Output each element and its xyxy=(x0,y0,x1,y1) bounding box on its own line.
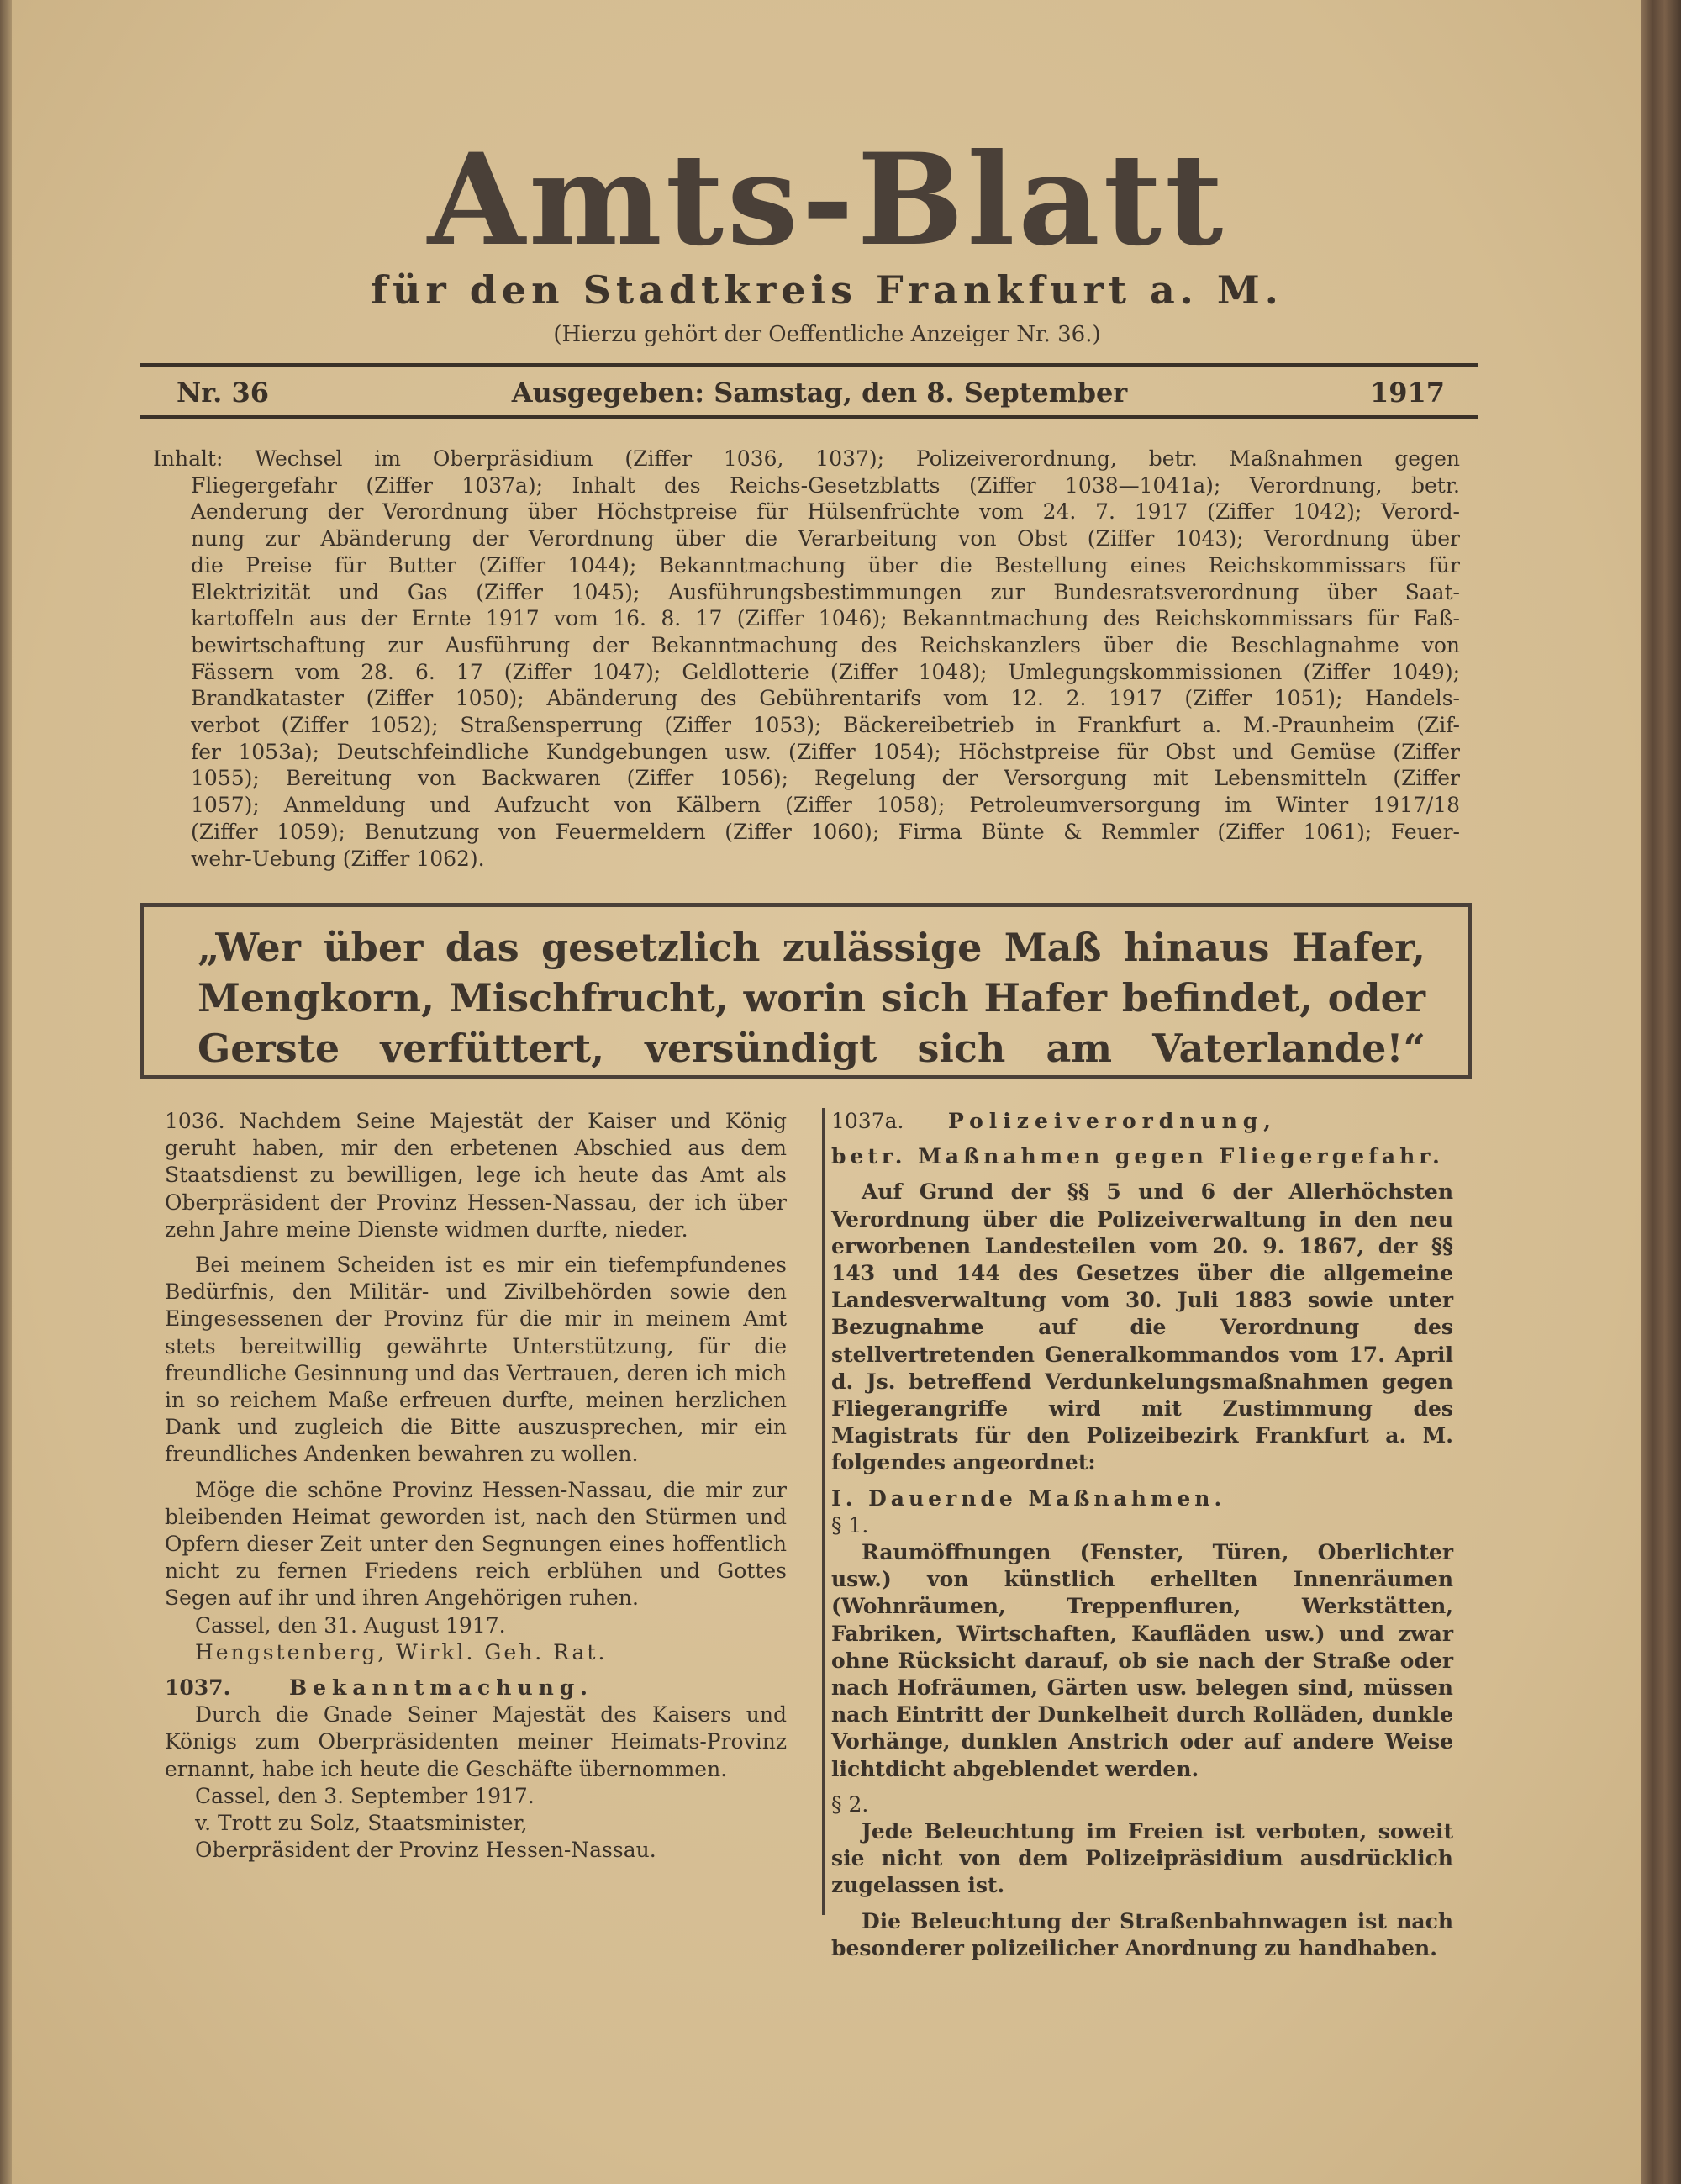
contents-line: wehr-Uebung (Ziffer 1062). xyxy=(191,846,485,871)
contents-line: 1055); Bereitung von Backwaren (Ziffer 1056); Regelung der Versorgung mit Lebensmitteln (Ziffer xyxy=(191,766,1460,791)
contents-line: Fässern vom 28. 6. 17 (Ziffer 1047); Geldlotterie (Ziffer 1048); Umlegungskommissionen (Ziffer 1049); xyxy=(191,659,1460,684)
article-1036-p2: Bei meinem Scheiden ist es mir ein tiefempfundenes Bedürfnis, den Militär- und Zivilbehörden sowie den Eingesessenen der Provinz für die mir in meinem Amt stets bereitwillig gewährte Unterstützung, für die freundliche Gesinnung und das Vertrauen, deren ich mich in so reichem Maße erfreuen durfte, meinen herzlichen Dank und zugleich die Bitte auszusprechen, mir ein freundliches Andenken bewahren zu wollen. xyxy=(165,1253,787,1467)
contents-line: Inhalt: Wechsel im Oberpräsidium (Ziffer 1036, 1037); Polizeiverordnung, betr. Maßnahmen gegen xyxy=(153,446,1460,471)
contents-line: Fliegergefahr (Ziffer 1037a); Inhalt des Reichs-Gesetzblatts (Ziffer 1038—1041a); Verordnung, betr. xyxy=(191,472,1460,498)
quote-line: „Wer über das gesetzlich zulässige Maß hinaus Hafer, xyxy=(198,925,1425,970)
column-divider xyxy=(822,1108,825,1915)
contents-line: Aenderung der Verordnung über Höchstpreise für Hülsenfrüchte vom 24. 7. 1917 (Ziffer 1042); Verord- xyxy=(191,499,1460,525)
contents-line: 1057); Anmeldung und Aufzucht von Kälbern (Ziffer 1058); Petroleumversorgung im Winter 1917/18 xyxy=(191,793,1460,818)
bottom-rule xyxy=(140,415,1478,419)
article-number: 1037. xyxy=(165,1675,231,1701)
right-column xyxy=(831,1108,1453,1962)
contents-line: nung zur Abänderung der Verordnung über die Verarbeitung von Obst (Ziffer 1043); Verordnung über xyxy=(191,526,1460,551)
table-of-contents xyxy=(140,446,1460,872)
contents-line: die Preise für Butter (Ziffer 1044); Bekanntmachung über die Bestellung eines Reichskommissars für xyxy=(191,552,1460,578)
article-1037a-p1: Auf Grund der §§ 5 und 6 der Allerhöchsten Verordnung über die Polizeiverwaltung in den neu erworbenen Landesteilen vom 20. 9. 1867, der §§ 143 und 144 des Gesetzes über die allgemeine Landesverwaltung vom 30. Juli 1883 sowie unter Bezugnahme auf die Verordnung des stellvertretenden Generalkommandos vom 17. April d. Js. betreffend Verdunkelungsmaßnahmen gegen Fliegerangriffe wird mit Zustimmung des Magistrats für den Polizeibezirk Frankfurt a. M. folgendes angeordnet: xyxy=(831,1179,1453,1475)
article-1036-p1: 1036. Nachdem Seine Majestät der Kaiser und König geruht haben, mir den erbetenen Abschied aus dem Staatsdienst zu bewilligen, lege ich heute das Amt als Oberpräsident der Provinz Hessen-Nassau, der ich über zehn Jahre meine Dienste widmen durfte, nieder. xyxy=(165,1109,787,1242)
book-binding-edge xyxy=(1641,0,1681,2184)
contents-line: fer 1053a); Deutschfeindliche Kundgebungen usw. (Ziffer 1054); Höchstpreise für Obst und Gemüse (Ziffer xyxy=(191,739,1460,764)
paragraph-2-heading: § 2. xyxy=(831,1791,869,1817)
article-1037-heading xyxy=(165,1675,787,1701)
contents-line: (Ziffer 1059); Benutzung von Feuermeldern (Ziffer 1060); Firma Bünte & Remmler (Ziffer 1061); Feuer- xyxy=(191,819,1460,844)
article-subtitle: betr. Maßnahmen gegen Fliegergefahr. xyxy=(831,1144,1444,1169)
contents-line: verbot (Ziffer 1052); Straßensperrung (Ziffer 1053); Bäckereibetrieb in Frankfurt a. M.-Praunheim (Zif- xyxy=(191,713,1460,738)
contents-line: kartoffeln aus der Ernte 1917 vom 16. 8. 17 (Ziffer 1046); Bekanntmachung des Reichskommissars für Faß- xyxy=(191,606,1460,631)
article-1037a-heading xyxy=(831,1108,1453,1135)
contents-line: Elektrizität und Gas (Ziffer 1045); Ausführungsbestimmungen zur Bundesratsverordnung über Saat- xyxy=(191,579,1460,604)
paragraph-1-heading: § 1. xyxy=(831,1512,869,1538)
newspaper-page xyxy=(12,0,1642,2184)
issue-year: 1917 xyxy=(1369,377,1445,409)
section-heading: I. Dauernde Maßnahmen. xyxy=(831,1485,1226,1511)
article-1036-signature: Hengstenberg, Wirkl. Geh. Rat. xyxy=(195,1639,608,1664)
article-1037a-p4: Die Beleuchtung der Straßenbahnwagen ist nach besonderer polizeilicher Anordnung zu handhaben. xyxy=(831,1908,1453,1960)
masthead-note: (Hierzu gehört der Oeffentliche Anzeiger Nr. 36.) xyxy=(553,322,1101,347)
article-1037a-p3: Jede Beleuchtung im Freien ist verboten, soweit sie nicht von dem Polizeipräsidium ausdrücklich zugelassen ist. xyxy=(831,1819,1453,1898)
issue-header xyxy=(140,377,1478,409)
top-rule xyxy=(140,363,1478,367)
article-1036-p3: Möge die schöne Provinz Hessen-Nassau, die mir zur bleibenden Heimat geworden ist, nach den Stürmen und Opfern dieser Zeit unter den Segnungen eines hoffentlich nicht zu fernen Friedens reich erblühen und Gottes Segen auf ihr und ihren Angehörigen ruhen. xyxy=(165,1477,787,1611)
issue-date: Ausgegeben: Samstag, den 8. September xyxy=(511,377,1128,409)
article-1037-place: Cassel, den 3. September 1917. xyxy=(195,1783,535,1808)
contents-line: bewirtschaftung zur Ausführung der Bekanntmachung des Reichskanzlers über die Beschlagnahme von xyxy=(191,632,1460,657)
article-title: Polizeiverordnung, xyxy=(947,1109,1277,1133)
article-1037-signature-title: Oberpräsident der Provinz Hessen-Nassau. xyxy=(195,1838,656,1863)
quote-line: Mengkorn, Mischfrucht, worin sich Hafer befindet, oder xyxy=(198,975,1425,1021)
contents-line: Brandkataster (Ziffer 1050); Abänderung des Gebührentarifs vom 12. 2. 1917 (Ziffer 1051); Handels- xyxy=(191,686,1460,711)
left-column xyxy=(165,1108,787,1864)
quote-box xyxy=(140,903,1472,1079)
masthead-title: Amts-Blatt xyxy=(427,126,1227,274)
article-title: Bekanntmachung. xyxy=(288,1675,593,1701)
issue-number: Nr. 36 xyxy=(177,377,269,409)
article-1037-p1: Durch die Gnade Seiner Majestät des Kaisers und Königs zum Oberpräsidenten meiner Heimats-Provinz ernannt, habe ich heute die Geschäfte übernommen. xyxy=(165,1702,787,1781)
article-number: 1037a. xyxy=(831,1109,904,1133)
article-1036-place: Cassel, den 31. August 1917. xyxy=(195,1612,506,1638)
article-1037-signature: v. Trott zu Solz, Staatsminister, xyxy=(195,1811,528,1836)
masthead-subtitle: für den Stadtkreis Frankfurt a. M. xyxy=(371,267,1283,313)
quote-line: Gerste verfüttert, versündigt sich am Vaterlande!“ xyxy=(198,1026,1425,1071)
article-1037a-p2: Raumöffnungen (Fenster, Türen, Oberlichter usw.) von künstlich erhellten Innenräumen (Wohnräumen, Treppenfluren, Werkstätten, Fabriken, Wirtschaften, Kaufläden usw.) und zwar ohne Rücksicht darauf, ob sie nach der Straße oder nach Hofräumen, Gärten usw. belegen sind, müssen nach Eintritt der Dunkelheit durch Rolläden, dunkle Vorhänge, dunklen Anstrich oder auf andere Weise lichtdicht abgeblendet werden. xyxy=(831,1540,1453,1781)
